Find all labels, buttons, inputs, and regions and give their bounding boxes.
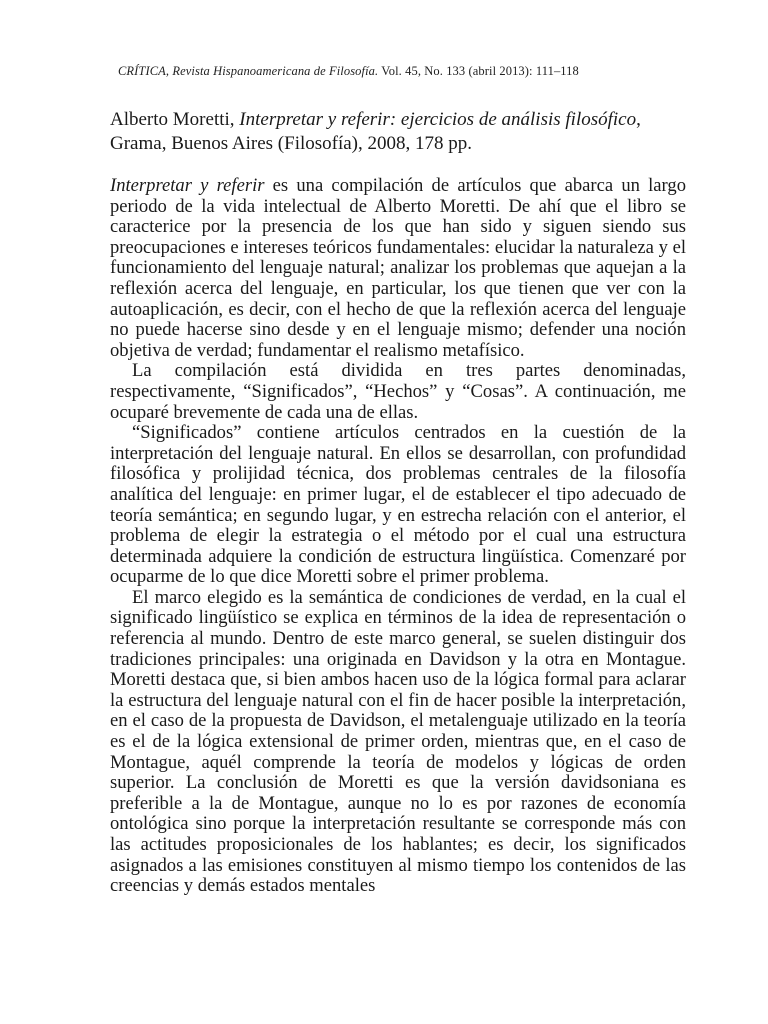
paragraph-4: El marco elegido es la semántica de condiciones de verdad, en la cual el significado lingüístico se explica en términos de la idea de representación o referencia al mundo. Dentro de este marco general, se suelen distinguir dos tradiciones principales: una originada en Davidson y la otra en Montague. Moretti destaca que, si bien ambos hacen uso de la lógica formal para aclarar la estructura del lenguaje natural con el fin de hacer posible la interpretación, en el caso de la propuesta de Davidson, el metalenguaje utilizado en la teoría es el de la lógica extensional de primer orden, mientras que, en el caso de Montague, aquél comprende la teoría de modelos y lógicas de orden superior. La conclusión de Moretti es que la versión davidsoniana es preferible a la de Montague, aunque no lo es por razones de economía ontológica sino porque la interpretación resultante se corresponde más con las actitudes proposicionales de los hablantes; es decir, los significados asignados a las emisiones constituyen al mismo tiempo los contenidos de las creencias y demás estados mentales — [110, 586, 686, 897]
paragraph-1-text: es una compilación de artículos que abarca un largo periodo de la vida intelectual de Alberto Moretti. De ahí que el libro se caracterice por la presencia de los que han sido y siguen siendo sus preocupaciones e intereses teóricos fundamentales: elucidar la naturaleza y el funcionamiento del lenguaje natural; analizar los problemas que aquejan a la reflexión acerca del lenguaje, en particular, los que tienen que ver con la autoaplicación, es decir, con el hecho de que la reflexión acerca del lenguaje no puede hacerse sino desde y en el lenguaje mismo; defender una noción objetiva de verdad; fundamentar el realismo metafísico. — [110, 175, 686, 361]
journal-name: CRÍTICA, Revista Hispanoamericana de Filosofía. — [118, 64, 379, 78]
paragraph-1 — [110, 176, 686, 361]
running-header — [118, 64, 678, 79]
review-body — [110, 176, 686, 897]
book-citation — [110, 108, 686, 156]
paragraph-2: La compilación está dividida en tres partes denominadas, respectivamente, “Significados”, “Hechos” y “Cosas”. A continuación, me ocuparé brevemente de cada una de ellas. — [110, 360, 686, 423]
paragraph-1-title: Interpretar y referir — [110, 175, 265, 196]
citation-title: Interpretar y referir: ejercicios de análisis filosófico — [239, 109, 637, 130]
issue-info: Vol. 45, No. 133 (abril 2013): 111–118 — [378, 64, 579, 78]
citation-author: Alberto Moretti, — [110, 109, 240, 130]
paragraph-3: “Significados” contiene artículos centrados en la cuestión de la interpretación del lenguaje natural. En ellos se desarrollan, con profundidad filosófica y prolijidad técnica, dos problemas centrales de la filosofía analítica del lenguaje: en primer lugar, el de establecer el tipo adecuado de teoría semántica; en segundo lugar, y en estrecha relación con el anterior, el problema de elegir la estrategia o el método por el cual una estructura determinada adquiere la condición de estructura lingüística. Comenzaré por ocuparme de lo que dice Moretti sobre el primer problema. — [110, 422, 686, 588]
citation-details: , Grama, Buenos Aires (Filosofía), 2008, 178 pp. — [110, 109, 641, 154]
